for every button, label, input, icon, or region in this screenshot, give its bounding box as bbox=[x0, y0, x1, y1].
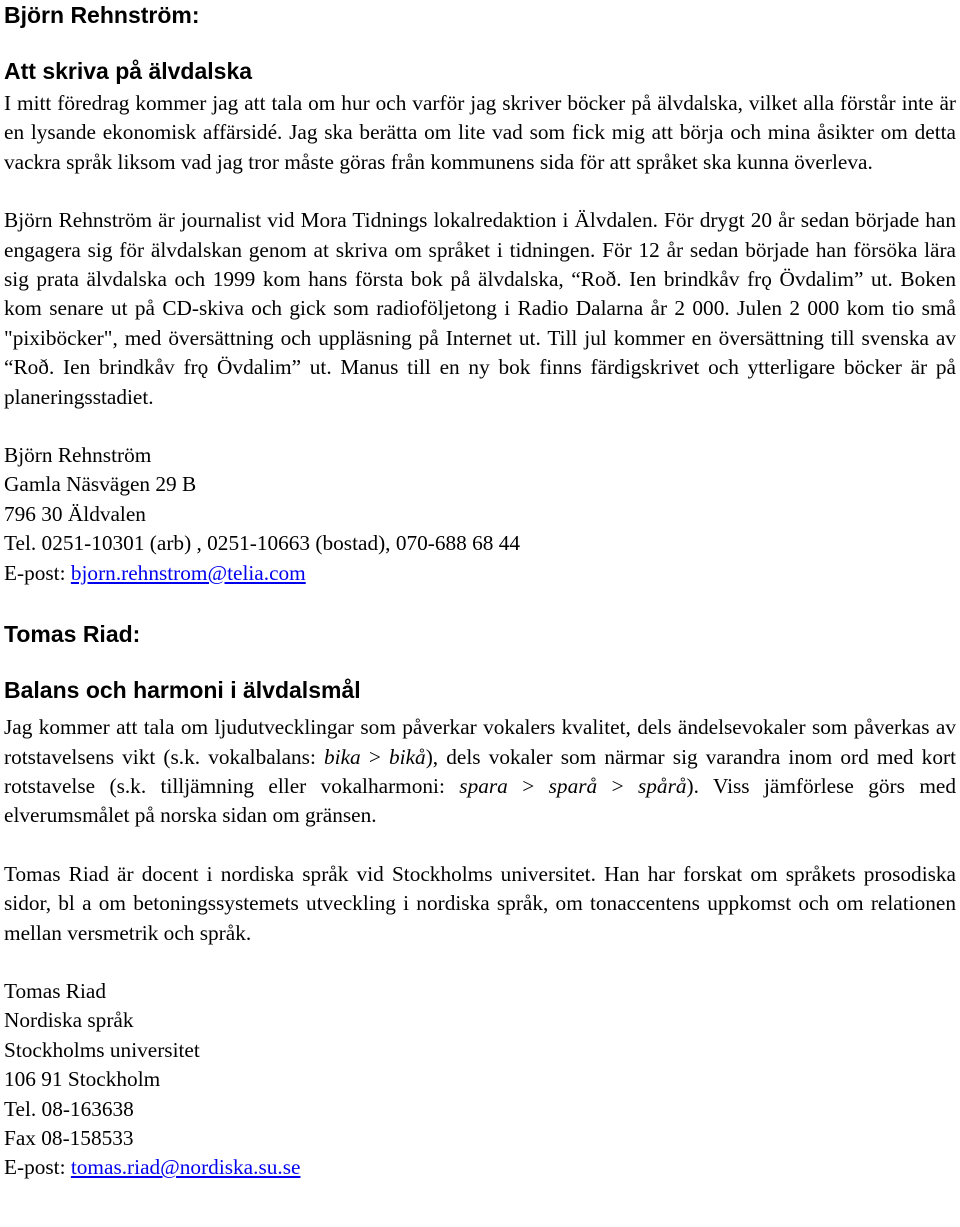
contact-street: Gamla Näsvägen 29 B bbox=[4, 472, 197, 497]
section-rehnstrom bbox=[4, 2, 956, 588]
example-word: bikå bbox=[389, 744, 426, 769]
speaker-bio: Tomas Riad är docent i nordiska språk vid Stockholms universitet. Han har forskat om språkets prosodiska sidor, bl a om betoningssystemets utveckling i nordiska språk, om tonaccentens uppkomst och om relationen mellan versmetrik och språk. bbox=[4, 861, 956, 945]
abstract-text: > bbox=[507, 773, 549, 798]
contact-city: 106 91 Stockholm bbox=[4, 1067, 161, 1092]
email-label: E-post: bbox=[4, 560, 71, 585]
example-word: sparå bbox=[548, 773, 598, 798]
contact-phone: Tel. 08-163638 bbox=[4, 1096, 134, 1121]
contact-email-line bbox=[4, 1153, 956, 1182]
example-word: spara bbox=[459, 773, 508, 798]
speaker-name: Tomas Riad: bbox=[4, 621, 141, 648]
talk-title: Att skriva på älvdalska bbox=[4, 58, 253, 84]
contact-university: Stockholms universitet bbox=[4, 1037, 200, 1062]
contact-block bbox=[4, 977, 956, 1183]
example-word: bika bbox=[324, 744, 361, 769]
talk-abstract: I mitt föredrag kommer jag att tala om hur och varför jag skriver böcker på älvdalska, vilket alla förstår inte är en lysande ekonomisk affärsidé. Jag ska berätta om lite vad som fick mig att börja och mina åsikter om detta vackra språk liksom vad jag tror måste göras från kommunens sida för att språket ska kunna överleva. bbox=[4, 91, 956, 174]
talk-abstract bbox=[4, 713, 956, 831]
contact-block bbox=[4, 441, 956, 588]
abstract-text: > bbox=[360, 744, 390, 769]
document-page bbox=[4, 0, 956, 1183]
example-word: spårå bbox=[638, 773, 687, 798]
contact-city: 796 30 Äldvalen bbox=[4, 501, 146, 526]
abstract-text: > bbox=[597, 773, 638, 798]
abstract-text: ). Viss jämförlese görs med elverumsmålet på norska sidan om gränsen. bbox=[4, 773, 956, 828]
abstract-text: Jag kommer att tala om ljudutvecklingar som påverkar vokalers kvalitet, dels ändelsevokaler som påverkas av rotstavelsens vikt (s.k. vokalbalans: bbox=[4, 715, 956, 769]
abstract-text: ), dels vokaler som närmar sig varandra inom ord med kort rotstavelse (s.k. tilljämning eller vokalharmoni: bbox=[4, 744, 956, 798]
contact-phone: Tel. 0251-10301 (arb) , 0251-10663 (bostad), 070-688 68 44 bbox=[4, 531, 521, 556]
contact-name: Tomas Riad bbox=[4, 978, 107, 1003]
contact-email-line bbox=[4, 559, 956, 588]
email-link[interactable]: bjorn.rehnstrom@telia.com bbox=[70, 560, 306, 585]
talk-title: Balans och harmoni i älvdalsmål bbox=[4, 677, 361, 704]
email-link[interactable]: tomas.riad@nordiska.su.se bbox=[70, 1155, 301, 1180]
section-riad bbox=[4, 621, 956, 1183]
speaker-name: Björn Rehnström: bbox=[4, 2, 200, 28]
contact-department: Nordiska språk bbox=[4, 1008, 134, 1033]
contact-fax: Fax 08-158533 bbox=[4, 1125, 134, 1150]
email-label: E-post: bbox=[4, 1155, 71, 1180]
speaker-bio: Björn Rehnström är journalist vid Mora Tidnings lokalredaktion i Älvdalen. För drygt 20 år sedan började han engagera sig för älvdalskan genom at skriva om språket i tidningen. För 12 år sedan började han försöka lära sig prata älvdalska och 1999 kom hans första bok på älvdalska, “Roð. Ien brindkåv frǫ Övdalim” ut. Boken kom senare ut på CD-skiva och gick som radioföljetong i Radio Dalarna år 2 000. Julen 2 000 kom tio små "pixiböcker", med översättning och uppläsning på Internet ut. Till jul kommer en översättning till svenska av “Roð. Ien brindkåv frǫ Övdalim” ut. Manus till en ny bok finns färdigskrivet och ytterligare böcker är på planeringsstadiet. bbox=[4, 208, 956, 409]
contact-name: Björn Rehnström bbox=[4, 443, 152, 468]
